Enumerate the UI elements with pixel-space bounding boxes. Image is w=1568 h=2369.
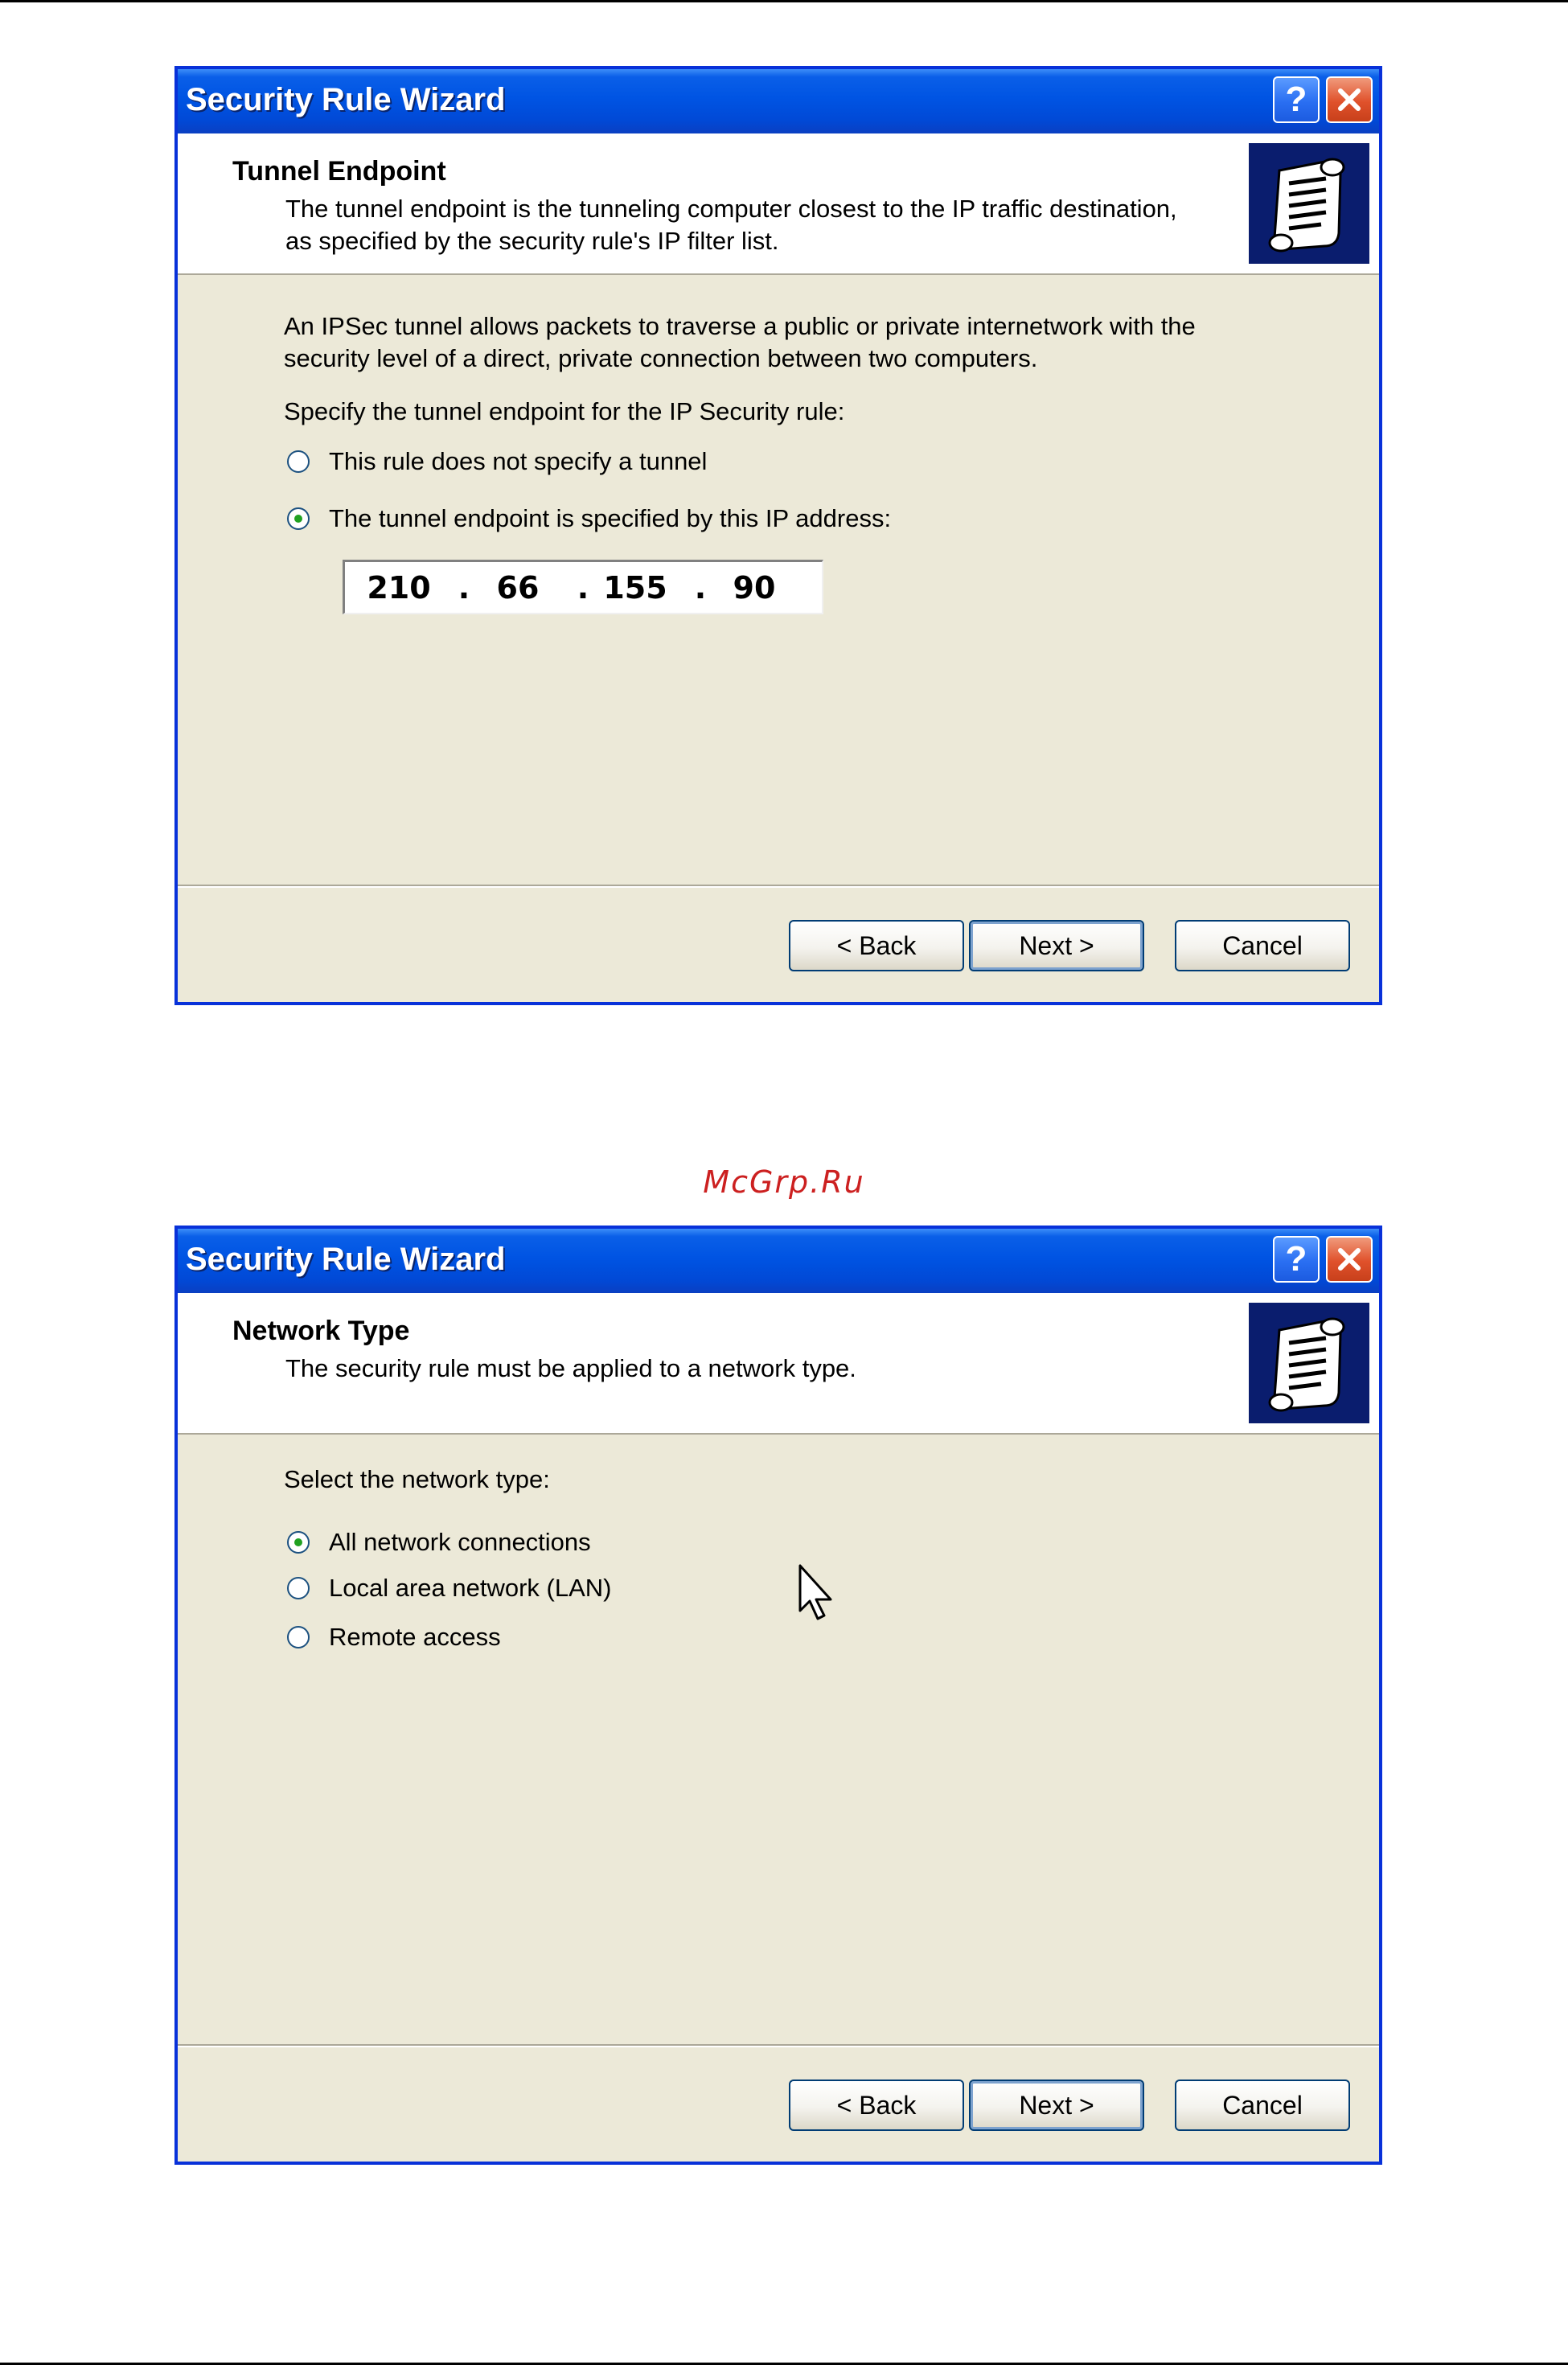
help-button[interactable] (1273, 1236, 1320, 1283)
help-icon: ? (1285, 1239, 1307, 1279)
page-title: Network Type (232, 1316, 410, 1346)
ip-octet-4[interactable]: 90 (733, 570, 776, 606)
scroll-icon (1249, 143, 1369, 264)
page-bottom-rule (0, 2363, 1568, 2365)
help-button[interactable] (1273, 76, 1320, 123)
network-type-dialog (174, 1226, 1382, 2165)
radio-label: This rule does not specify a tunnel (329, 447, 708, 475)
page-description (285, 193, 1177, 257)
watermark: McGrp.Ru (703, 1164, 865, 1200)
ip-octet-3[interactable]: 155 (603, 570, 667, 606)
title-bar[interactable] (178, 69, 1379, 133)
network-prompt: Select the network type: (284, 1465, 550, 1493)
radio-button[interactable] (287, 1531, 310, 1554)
cancel-button[interactable]: Cancel (1175, 2080, 1350, 2131)
intro-line: security level of a direct, private connection between two computers. (284, 344, 1038, 372)
ip-dot: . (458, 570, 470, 606)
cancel-button[interactable]: Cancel (1175, 920, 1350, 971)
radio-button[interactable] (287, 450, 310, 473)
ip-dot: . (694, 570, 707, 606)
window-title: Security Rule Wizard (186, 82, 506, 117)
wizard-header (178, 1293, 1379, 1435)
description-line: The tunnel endpoint is the tunneling computer closest to the IP traffic destination, (285, 195, 1177, 223)
radio-button[interactable] (287, 1577, 310, 1599)
ip-octet-1[interactable]: 210 (367, 570, 431, 606)
radio-no-tunnel[interactable] (287, 447, 707, 476)
back-button[interactable]: < Back (789, 920, 964, 971)
ip-octet-2[interactable]: 66 (496, 570, 540, 606)
mouse-pointer-icon (798, 1564, 834, 1622)
intro-line: An IPSec tunnel allows packets to traverse a public or private internetwork with the (284, 312, 1196, 340)
radio-label: Remote access (329, 1623, 501, 1651)
radio-label: The tunnel endpoint is specified by this IP address: (329, 504, 892, 532)
radio-button[interactable] (287, 1626, 310, 1648)
ip-address-input[interactable] (343, 560, 823, 614)
button-separator (178, 885, 1379, 888)
page-title: Tunnel Endpoint (232, 156, 446, 187)
back-button[interactable]: < Back (789, 2080, 964, 2131)
next-button[interactable]: Next > (969, 920, 1144, 971)
radio-remote-access[interactable] (287, 1623, 501, 1652)
description-line: The security rule must be applied to a network type. (285, 1354, 856, 1382)
radio-label: Local area network (LAN) (329, 1574, 612, 1602)
window-title: Security Rule Wizard (186, 1242, 506, 1277)
radio-ip-endpoint[interactable] (287, 504, 891, 533)
radio-label: All network connections (329, 1528, 591, 1556)
intro-text (284, 310, 1196, 375)
endpoint-prompt: Specify the tunnel endpoint for the IP Security rule: (284, 397, 845, 425)
next-button[interactable]: Next > (969, 2080, 1144, 2131)
description-line: as specified by the security rule's IP filter list. (285, 227, 779, 255)
scroll-icon (1249, 1303, 1369, 1423)
button-separator (178, 2044, 1379, 2047)
close-icon (1336, 86, 1363, 113)
radio-all-connections[interactable] (287, 1528, 591, 1557)
page-description (285, 1353, 856, 1385)
radio-button[interactable] (287, 507, 310, 530)
close-button[interactable] (1326, 76, 1373, 123)
tunnel-endpoint-dialog (174, 66, 1382, 1005)
page-top-rule (0, 0, 1568, 2)
ip-dot: . (577, 570, 589, 606)
help-icon: ? (1285, 80, 1307, 119)
wizard-header (178, 133, 1379, 275)
title-bar[interactable] (178, 1229, 1379, 1293)
close-button[interactable] (1326, 1236, 1373, 1283)
close-icon (1336, 1246, 1363, 1273)
radio-lan[interactable] (287, 1574, 612, 1603)
